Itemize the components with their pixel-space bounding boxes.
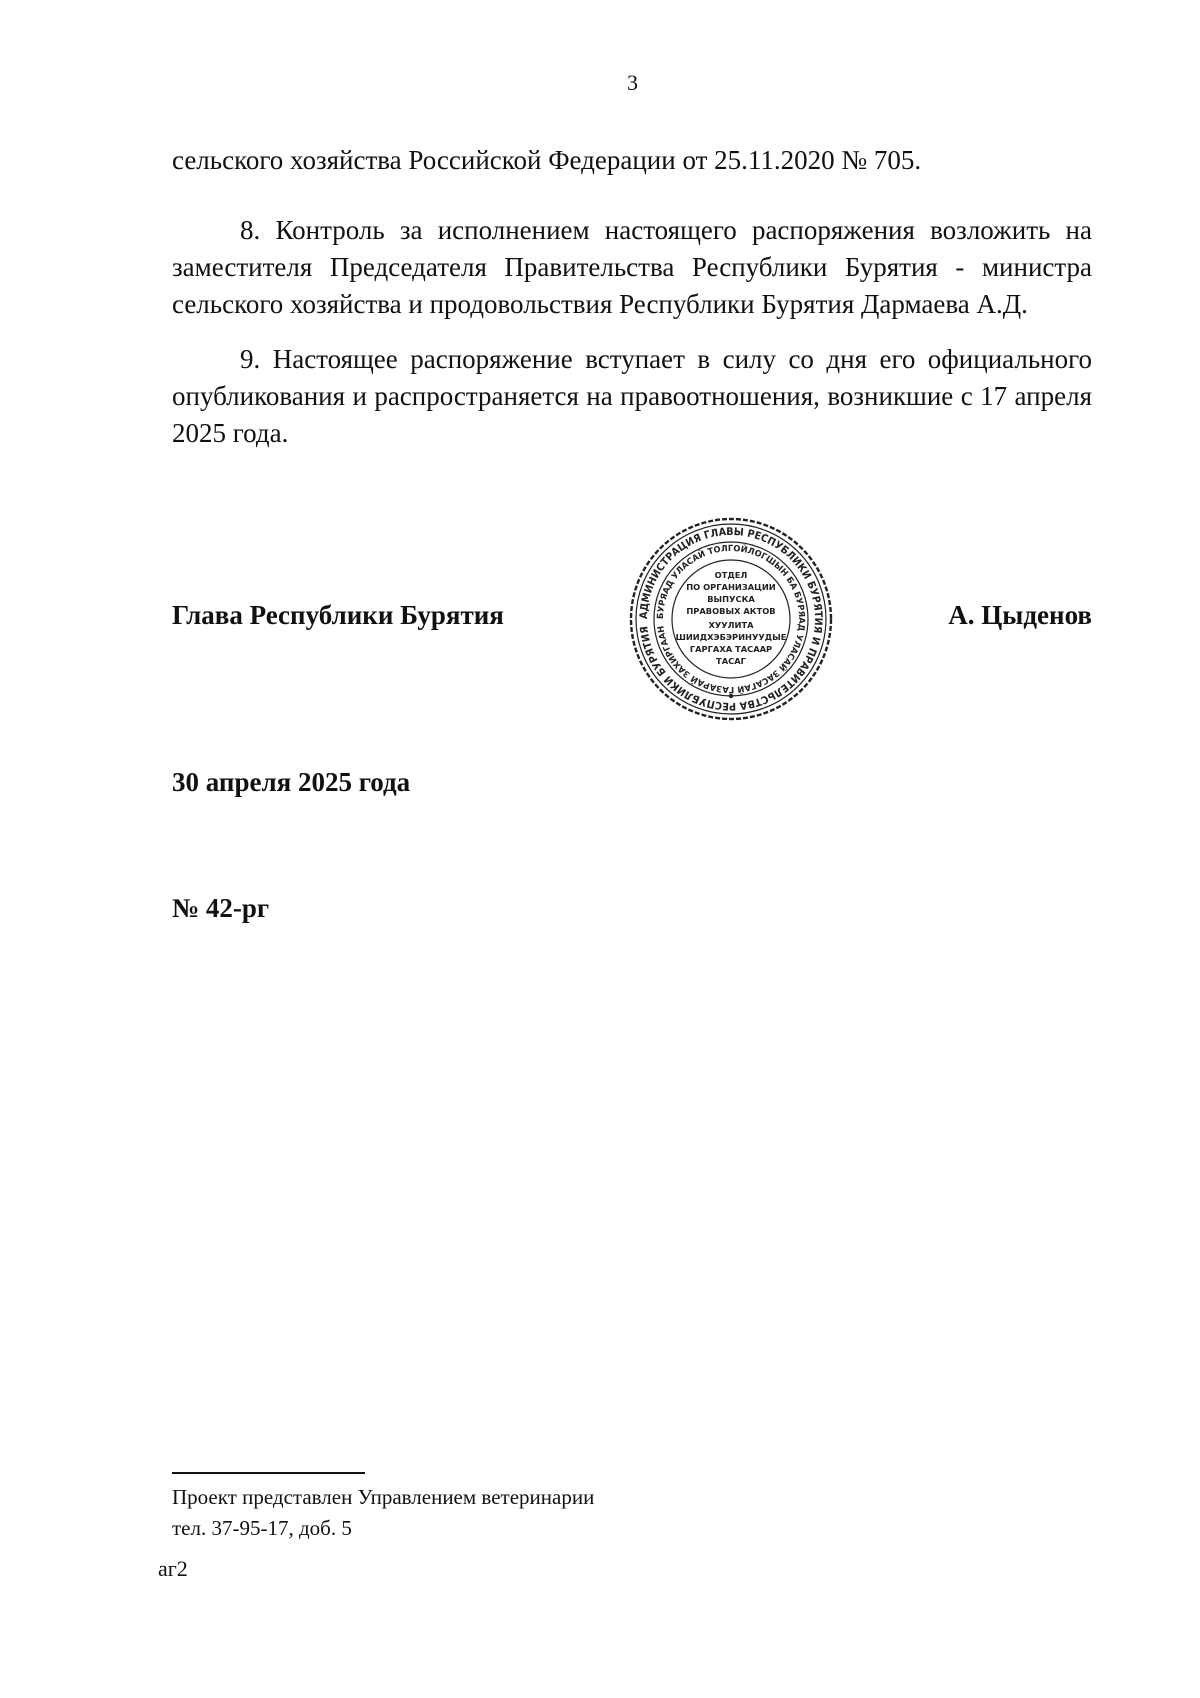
stamp-center-line: ГАРГАХА ТАСААР <box>689 644 773 654</box>
footnote-divider <box>172 1472 365 1474</box>
stamp-center-line: ШИИДХЭБЭРИНУУДЫЕ <box>675 632 787 642</box>
paragraph-item-9: 9. Настоящее распоряжение вступает в силу со дня его официального опубликования и распространяется на правоотношения, возникшие с 17 апреля 2025 года. <box>172 344 1092 448</box>
official-stamp <box>628 516 834 722</box>
stamp-center-line: ПО ОРГАНИЗАЦИИ <box>686 582 776 592</box>
footnote-line: Проект представлен Управлением ветеринарии <box>172 1485 595 1509</box>
stamp-inner-ring-text: БУРЯАД УЛАСАЙ ТОЛГОЙЛОГШЫН БА БУРЯАД УЛАСАЙ ЗАСАГАЙ ГАЗАРАЙ ЗАХИРГААН <box>655 543 807 695</box>
signatory-name: А. Цыденов <box>948 600 1092 630</box>
footnote <box>172 1482 594 1544</box>
document-code: аг2 <box>158 1556 188 1581</box>
stamp-center-line: ХУУЛИТА <box>708 620 754 630</box>
footnote-line: тел. 37-95-17, доб. 5 <box>172 1516 352 1540</box>
stamp-center-line: ТАСАГ <box>716 656 746 666</box>
paragraph-item-8: 8. Контроль за исполнением настоящего распоряжения возложить на заместителя Председателя Правительства Республики Бурятия - министра сельского хозяйства и продовольствия Республики Бурятия Дармаева А.Д. <box>172 215 1092 319</box>
stamp-center-line: ОТДЕЛ <box>714 570 748 580</box>
document-number: № 42-рг <box>172 893 270 923</box>
document-date: 30 апреля 2025 года <box>172 767 411 797</box>
stamp-center-line: ВЫПУСКА <box>707 594 755 604</box>
stamp-center-line: ПРАВОВЫХ АКТОВ <box>686 606 776 616</box>
paragraph-continued: сельского хозяйства Российской Федерации от 25.11.2020 № 705. <box>172 145 922 175</box>
page-number: 3 <box>627 70 638 95</box>
signatory-position: Глава Республики Бурятия <box>172 600 504 630</box>
stamp-ring-text: АДМИНИСТРАЦИЯ ГЛАВЫ РЕСПУБЛИКИ БУРЯТИЯ И ПРАВИТЕЛЬСТВА РЕСПУБЛИКИ БУРЯТИЯ <box>637 525 825 713</box>
